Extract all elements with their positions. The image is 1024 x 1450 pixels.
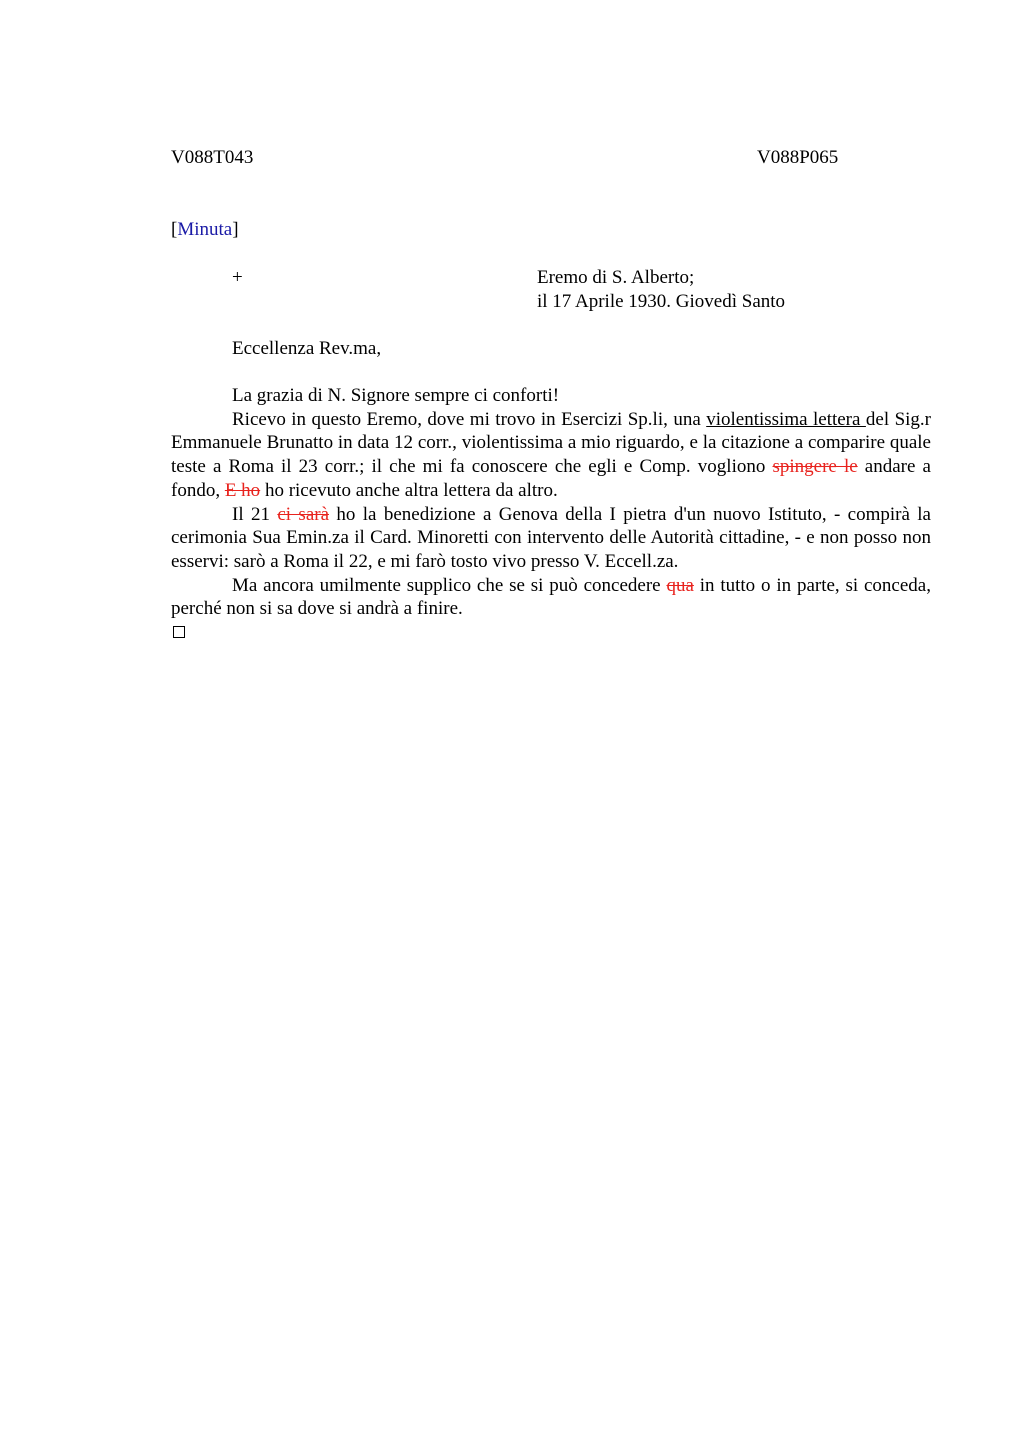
- paragraph-genova: [171, 503, 931, 574]
- text-segment: Ma ancora umilmente supplico che se si può concedere: [232, 574, 667, 596]
- deleted-text: spingere le: [772, 456, 858, 478]
- paragraph-received: [171, 408, 931, 503]
- minuta-label: [171, 218, 239, 242]
- text-segment: ho ricevuto anche altra lettera da altro.: [260, 479, 558, 501]
- letter-body: [171, 384, 931, 621]
- text-segment: Il 21: [232, 503, 278, 525]
- text-segment: in tutto o in parte, si conceda, perché non si sa dove si andrà a finire.: [171, 574, 931, 620]
- deleted-text: qua: [666, 574, 694, 596]
- cross-symbol: +: [232, 267, 243, 288]
- text-segment: del Sig.r Emmanuele Brunatto in data 12 corr., violentissima a mio riguardo, e la citazione a comparire quale teste a Roma il 23 corr.; il che mi fa conoscere che egli e Comp. vogliono: [171, 408, 931, 478]
- deleted-text: E ho: [224, 479, 261, 501]
- salutation: Eccellenza Rev.ma,: [232, 338, 382, 359]
- document-code-right: V088P065: [757, 147, 839, 168]
- letter-place: Eremo di S. Alberto;: [537, 267, 695, 288]
- paragraph-supplication: [171, 574, 931, 621]
- underlined-text: violentissima lettera: [706, 408, 866, 430]
- document-code-left: V088T043: [171, 147, 254, 168]
- paragraph-greeting: La grazia di N. Signore sempre ci conforti!: [232, 385, 560, 406]
- minuta-close-bracket: ]: [232, 219, 239, 240]
- text-segment: andare a fondo,: [171, 456, 931, 501]
- deleted-text: ci sarà: [277, 503, 330, 525]
- minuta-link[interactable]: Minuta: [177, 219, 233, 240]
- minuta-open-bracket: [: [171, 219, 178, 240]
- text-segment: ho la benedizione a Genova della I pietra d'un nuovo Istituto, - compirà la cerimonia Sua Emin.za il Card. Minoretti con intervento delle Autorità cittadine, - e non posso non esservi: sarò a Roma il 22, e mi farò tosto vivo presso V. Eccell.za.: [171, 503, 931, 572]
- letter-date: il 17 Aprile 1930. Giovedì Santo: [537, 291, 786, 312]
- end-box-icon: [173, 626, 185, 638]
- text-segment: Ricevo in questo Eremo, dove mi trovo in Esercizi Sp.li, una: [232, 408, 707, 430]
